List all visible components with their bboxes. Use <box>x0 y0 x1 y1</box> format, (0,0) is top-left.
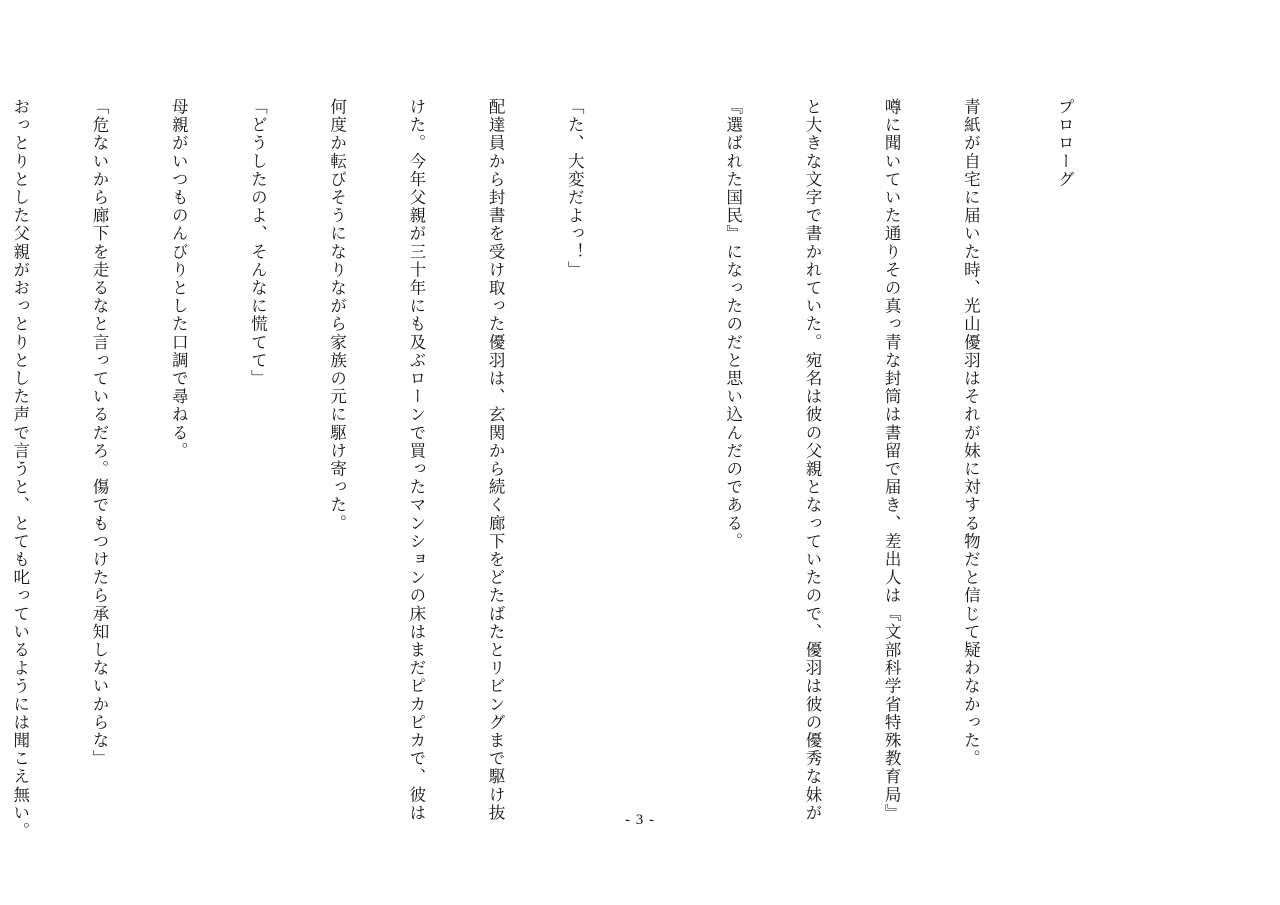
text-line: 「た、大変だよっ！」 <box>565 98 585 279</box>
text-line: 『選ばれた国民』になったのだと思い込んだのである。 <box>723 98 743 551</box>
text-line: 配達員から封書を受け取った優羽は、玄関から続く廊下をどたばたとリビングまで駆け抜 <box>486 98 506 822</box>
text-line: 噂に聞いていた通りその真っ青な封筒は書留で届き、差出人は『文部科学省特殊教育局』 <box>882 98 902 822</box>
text-line: 何度か転びそうになりながら家族の元に駆け寄った。 <box>327 98 347 533</box>
vertical-text-body <box>0 98 1130 841</box>
page-number: - 3 - <box>625 812 655 828</box>
text-line: 「どうしたのよ、そんなに慌てて」 <box>248 98 268 388</box>
text-line: おっとりとした父親がおっとりとした声で言うと、とても叱っているようには聞こえ無い。 <box>10 98 30 841</box>
chapter-heading: プロローグ <box>1055 98 1075 189</box>
text-line: と大きな文字で書かれていた。宛名は彼の父親となっていたので、優羽は彼の優秀な妹が <box>802 98 822 822</box>
text-line: 母親がいつものんびりとした口調で尋ねる。 <box>169 98 189 460</box>
text-line: 青紙が自宅に届いた時、光山優羽はそれが妹に対する物だと信じて疑わなかった。 <box>961 98 981 768</box>
blank-line <box>640 98 666 798</box>
text-line: 「危ないから廊下を走るなと言っているだろ。傷でもつけたら承知しないからな」 <box>89 98 109 768</box>
text-line: けた。今年父親が三十年にも及ぶローンで買ったマンションの床はまだピカピカで、彼は <box>406 98 426 822</box>
